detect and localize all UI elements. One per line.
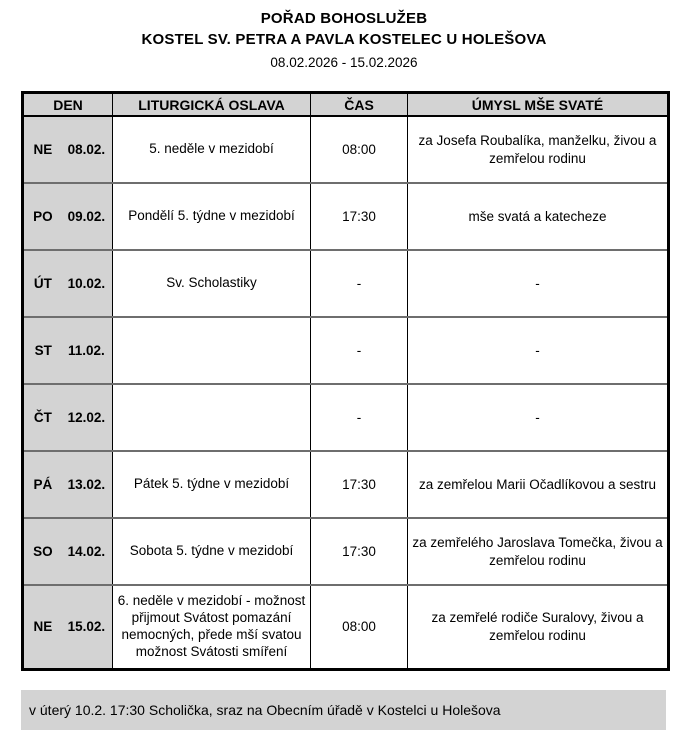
celebration-cell: 5. neděle v mezidobí	[113, 116, 311, 183]
table-row	[23, 384, 669, 451]
footer-note	[21, 690, 666, 730]
column-header-day: DEN	[23, 93, 113, 117]
table-row	[23, 585, 669, 669]
day-abbreviation: ČT	[33, 410, 52, 425]
day-cell	[23, 585, 113, 669]
time-cell: -	[311, 384, 408, 451]
intention-cell: -	[408, 317, 669, 384]
table-row	[23, 116, 669, 183]
celebration-cell: Pátek 5. týdne v mezidobí	[113, 451, 311, 518]
mass-schedule-table	[21, 91, 670, 671]
day-cell	[23, 116, 113, 183]
day-cell	[23, 451, 113, 518]
time-cell: 08:00	[311, 585, 408, 669]
day-cell	[23, 384, 113, 451]
day-abbreviation: ST	[34, 343, 52, 358]
celebration-cell: Pondělí 5. týdne v mezidobí	[113, 183, 311, 250]
time-cell: 17:30	[311, 518, 408, 585]
day-abbreviation: NE	[33, 619, 53, 635]
celebration-cell: 6. neděle v mezidobí - možnost přijmout Svátost pomazání nemocných, přede mší svatou možnost Svátosti smíření	[113, 585, 311, 669]
date-range: 08.02.2026 - 15.02.2026	[270, 55, 418, 71]
day-cell	[23, 250, 113, 317]
column-header-celebration: LITURGICKÁ OSLAVA	[113, 93, 311, 117]
table-body	[23, 116, 669, 669]
time-cell: -	[311, 250, 408, 317]
time-cell: -	[311, 317, 408, 384]
time-cell: 08:00	[311, 116, 408, 183]
intention-cell: za Josefa Roubalíka, manželku, živou a zemřelou rodinu	[408, 116, 669, 183]
page-title: POŘAD BOHOSLUŽEB	[260, 10, 428, 27]
day-date: 13.02.	[67, 477, 106, 492]
day-abbreviation: ÚT	[33, 276, 52, 291]
intention-cell: za zemřelou Marii Očadlíkovou a sestru	[408, 451, 669, 518]
intention-cell: -	[408, 250, 669, 317]
day-abbreviation: NE	[33, 142, 53, 157]
column-header-time: ČAS	[311, 93, 408, 117]
day-date: 12.02.	[67, 410, 106, 425]
intention-cell: -	[408, 384, 669, 451]
time-cell: 17:30	[311, 451, 408, 518]
day-date: 11.02.	[67, 343, 105, 358]
intention-cell: mše svatá a katecheze	[408, 183, 669, 250]
time-cell: 17:30	[311, 183, 408, 250]
table-row	[23, 250, 669, 317]
day-cell	[23, 518, 113, 585]
footer-note-text: v úterý 10.2. 17:30 Scholička, sraz na Obecním úřadě v Kostelci u Holešova	[29, 702, 501, 718]
table-row	[23, 451, 669, 518]
day-abbreviation: PO	[33, 209, 53, 224]
day-date: 10.02.	[67, 276, 106, 291]
intention-cell: za zemřelé rodiče Suralovy, živou a zemřelou rodinu	[408, 585, 669, 669]
church-name: KOSTEL SV. PETRA A PAVLA KOSTELEC U HOLEŠOVA	[141, 30, 547, 48]
day-date: 09.02.	[67, 209, 106, 224]
day-abbreviation: SO	[33, 544, 53, 559]
day-date: 08.02.	[67, 142, 106, 157]
document-header	[0, 0, 688, 73]
intention-cell: za zemřelého Jaroslava Tomečka, živou a zemřelou rodinu	[408, 518, 669, 585]
celebration-cell: Sobota 5. týdne v mezidobí	[113, 518, 311, 585]
celebration-cell: Sv. Scholastiky	[113, 250, 311, 317]
table-header-row	[23, 93, 669, 117]
day-cell	[23, 317, 113, 384]
table-row	[23, 183, 669, 250]
table-row	[23, 518, 669, 585]
day-date: 14.02.	[67, 544, 106, 559]
day-date: 15.02.	[67, 619, 106, 635]
column-header-intention: ÚMYSL MŠE SVATÉ	[408, 93, 669, 117]
day-abbreviation: PÁ	[33, 477, 53, 492]
day-cell	[23, 183, 113, 250]
celebration-cell	[113, 384, 311, 451]
table-row	[23, 317, 669, 384]
celebration-cell	[113, 317, 311, 384]
